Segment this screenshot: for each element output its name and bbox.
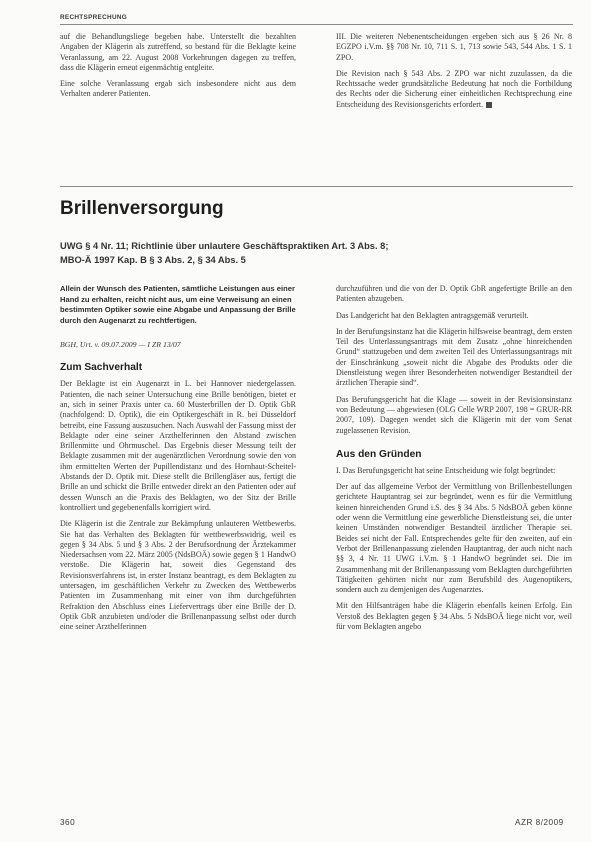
paragraph: durchzuführen und die von der D. Optik GbR angefertigte Brille an den Patienten abzugeben.	[336, 284, 572, 304]
paragraph: auf die Behandlungsliege begeben habe. Unterstellt die bezahlten Angaben der Klägerin als zutreffend, so bestand für die Beklagte keine Veranlassung, am 22. August 2008 Vorkehrungen dagegen zu treffen, dass die Klägerin erneut eigenmächtig entgleite.	[60, 32, 296, 72]
subtitle-line: UWG § 4 Nr. 11; Richtlinie über unlautere Geschäftspraktiken Art. 3 Abs. 8;	[60, 241, 389, 251]
paragraph: Das Landgericht hat den Beklagten antragsgemäß verurteilt.	[336, 310, 529, 320]
page-number: 360	[60, 818, 76, 827]
end-of-article-mark	[486, 102, 492, 108]
journal-reference: AZR 8/2009	[515, 818, 564, 827]
paragraph: I. Das Berufungsgericht hat seine Entscheidung wie folgt begründet:	[336, 465, 556, 475]
section-header: RECHTSPRECHUNG	[60, 14, 128, 21]
subtitle-line: MBO-Ä 1997 Kap. B § 3 Abs. 2, § 34 Abs. 5	[60, 254, 246, 265]
article-title: Brillenversorgung	[60, 198, 224, 219]
paragraph: Mit den Hilfsanträgen habe die Klägerin ebenfalls keinen Erfolg. Ein Verstoß des Beklagten gegen § 34 Abs. 5 NdsBOÄ liege nicht vor, weil für vom Beklagten angebo	[336, 601, 572, 632]
paragraph	[336, 69, 572, 110]
section-rule	[60, 186, 573, 187]
paragraph: Die Klägerin ist die Zentrale zur Bekämpfung unlauteren Wettbewerbs. Sie hat das Verhalten des Beklagten für wettbewerbswidrig, weil es gegen § 34 Abs. 5 und § 3 Abs. 2 der Berufsordnung der Ärztekammer Niedersachsen vom 22. März 2005 (NdsBOÄ) sowie gegen § 1 HandwO verstoße. Die Klägerin hat, soweit dies Gegenstand des Revisionsverfahrens ist, in erster Instanz beantragt, es dem Beklagten zu untersagen, im geschäftlichen Verkehr zu Zwecken des Wettbewerbs Patienten im Zusammenhang mit einer von ihm durchgeführten Refraktion den Abschluss eines Liefervertrags über eine Brille der D. Optik GbR anzubieten und/oder die Brillenanpassung selbst oder durch eine seiner Arzthelferinnen	[60, 519, 296, 632]
court-citation: BGH, Urt. v. 09.07.2009 — I ZR 13/07	[60, 340, 181, 350]
article-right-column	[336, 284, 572, 632]
paragraph: Der auf das allgemeine Verbot der Vermittlung von Brillenbestellungen gerichtete Hauptantrag sei zur begründet, wenn es für die Vermittlung keinen hinreichenden Grund i.S. des § 34 Abs. 5 NdsBOÄ geben könne oder wenn die Vermittlung eine gewerbliche Dienstleistung sei, die unter keinen Umständen notwendiger Bestandteil ärztlicher Therapie sei. Beides sei nicht der Fall. Entsprechendes gelte für den zweiten, auf ein Verbot der Brillenanpassung zielenden Hauptantrag, der auch nicht nach §§ 3, 4 Nr. 11 UWG i.V.m. § 1 HandwO begründet sei. Die im Zusammenhang mit der Brillenanpassung vom Beklagten durchgeführten Tätigkeiten gehörten nicht nur zum Berufsbild des Augenoptikers, sondern auch zu demjenigen des Augenarztes.	[336, 482, 572, 595]
paragraph: III. Die weiteren Nebenentscheidungen ergeben sich aus § 26 Nr. 8 EGZPO i.V.m. §§ 708 Nr. 10, 711 S. 1, 713 sowie 543, 544 Abs. 1 S. 1 ZPO.	[336, 32, 572, 62]
lead-summary: Allein der Wunsch des Patienten, sämtliche Leistungen aus einer Hand zu erhalten, reicht nicht aus, um eine Verweisung an einen bestimmten Optiker sowie eine Abgabe und Anpassung der Brille durch den Augenarzt zu rechtfertigen.	[60, 284, 296, 325]
paragraph: Eine solche Veranlassung ergab sich insbesondere nicht aus dem Verhalten anderer Patienten.	[60, 79, 296, 99]
article-left-column	[60, 284, 296, 633]
paragraph: In der Berufungsinstanz hat die Klägerin hilfsweise beantragt, dem ersten Teil des Unterlassungsantrags mit dem Zusatz „ohne hinreichenden Grund“ stattzugeben und dem zweiten Teil des Unterlassungsantrags mit der Einschränkung „soweit nicht die Abgabe des Produkts oder die Dienstleistung wegen ihrer Besonderheiten notwendiger Bestandteil der ärztlichen Therapie sind“.	[336, 326, 572, 388]
paragraph: Der Beklagte ist ein Augenarzt in L. bei Hannover niedergelassen. Patienten, die nach seiner Untersuchung eine Brille benötigen, bietet er an, sich in seiner Praxis unter ca. 60 Musterbrillen der D. Optik GbR (nachfolgend: D. Optik), die ein Optikergeschäft in R. bei Düsseldorf betreibt, eine Fassung auszusuchen. Nach Auswahl der Fassung misst der Beklagte oder eine seiner Arzthelferinnen den Abstand zwischen Brillenmitte und Ohrmuschel. Das Ergebnis dieser Messung teilt der Beklagte zusammen mit der augenärztlichen Verordnung sowie den von ihm ermittelten Werten der Pupillendistanz und des Hornhaut-Scheitel-Abstands der D. Optik mit. Diese stellt die Brillengläser aus, fertigt die Brille an und schickt die Brille entweder direkt an den Patienten oder auf dessen Wunsch an die Praxis des Beklagten, wo der Sitz der Brille kontrolliert und gegebenenfalls korrigiert wird.	[60, 379, 296, 512]
top-right-column	[336, 32, 572, 110]
paragraph-text: Die Revision nach § 543 Abs. 2 ZPO war nicht zuzulassen, da die Rechtssache weder grundsätzliche Bedeutung hat noch die Fortbildung des Rechts oder die Sicherung einer einheitlichen Rechtsprechung eine Entscheidung des Revisionsgerichts erfordert.	[336, 68, 572, 109]
top-left-column	[60, 32, 296, 100]
paragraph: Das Berufungsgericht hat die Klage — soweit in der Revisionsinstanz von Bedeutung — abgewiesen (OLG Celle WRP 2007, 198 = GRUR-RR 2007, 109). Dagegen wendet sich die Klägerin mit der vom Senat zugelassenen Revision.	[336, 394, 572, 435]
heading-sachverhalt: Zum Sachverhalt	[60, 362, 143, 374]
article-subtitle	[60, 240, 573, 267]
header-rule	[60, 24, 573, 25]
heading-gruende: Aus den Gründen	[336, 448, 422, 460]
